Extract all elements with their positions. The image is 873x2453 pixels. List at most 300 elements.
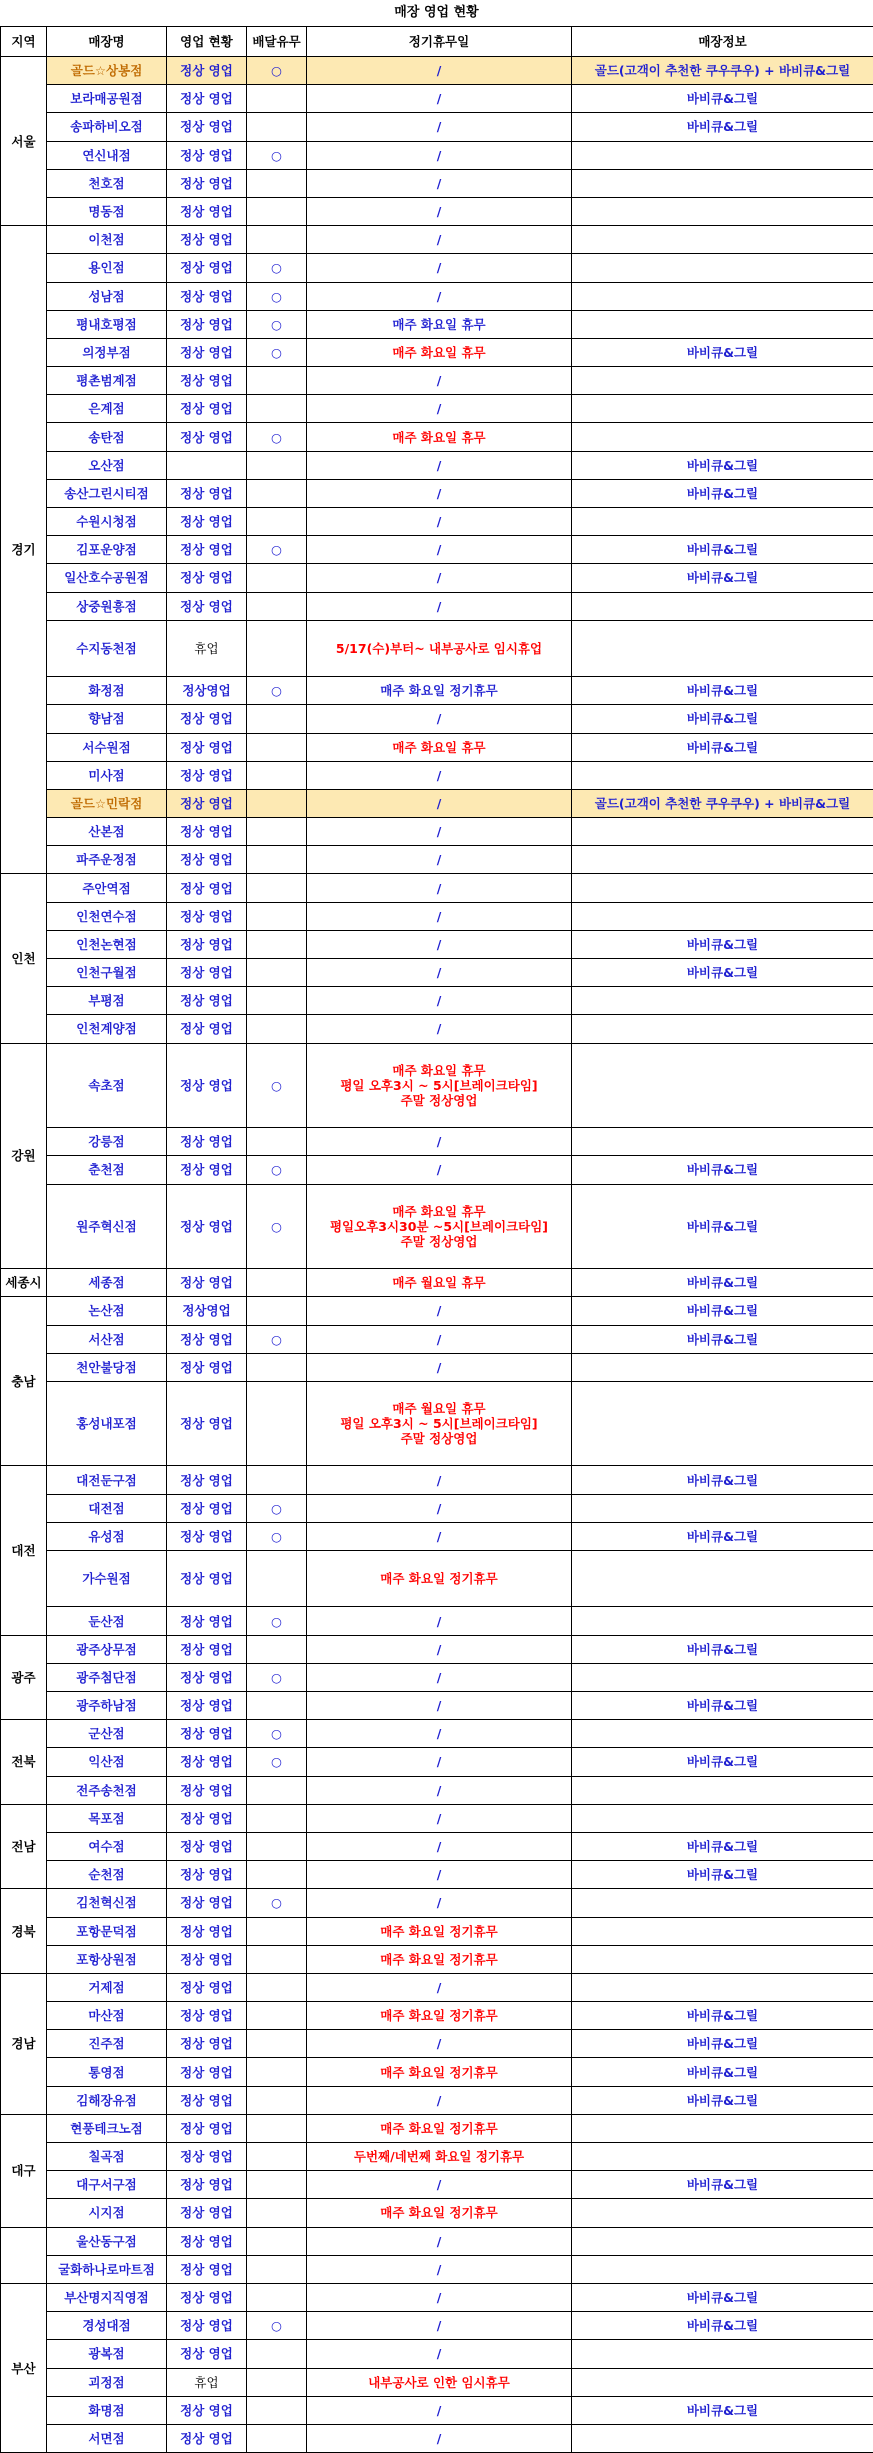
- store-name-cell: 인천계양점: [47, 1015, 167, 1043]
- table-row: [1, 113, 873, 141]
- store-name-cell: 파주운정점: [47, 846, 167, 874]
- holiday-cell: /: [307, 1804, 572, 1832]
- store-info-cell: [572, 197, 873, 225]
- holiday-cell: /: [307, 1861, 572, 1889]
- store-info-cell: 바비큐&그릴: [572, 113, 873, 141]
- store-name-cell: 익산점: [47, 1748, 167, 1776]
- table-row: [1, 1466, 873, 1494]
- delivery-cell: [247, 1973, 307, 2001]
- table-row: [1, 1269, 873, 1297]
- holiday-cell: /: [307, 395, 572, 423]
- store-info-cell: [572, 367, 873, 395]
- store-info-cell: 바비큐&그릴: [572, 85, 873, 113]
- table-row: [1, 2424, 873, 2452]
- store-name-cell: 천안불당점: [47, 1353, 167, 1381]
- holiday-cell: /: [307, 367, 572, 395]
- store-info-cell: [572, 1043, 873, 1128]
- table-row: [1, 1945, 873, 1973]
- store-name-cell: 마산점: [47, 2002, 167, 2030]
- store-info-cell: [572, 2255, 873, 2283]
- holiday-cell: 5/17(수)부터~ 내부공사로 임시휴업: [307, 620, 572, 676]
- region-cell: 전북: [1, 1720, 47, 1805]
- delivery-cell: [247, 846, 307, 874]
- status-cell: 정상 영업: [167, 959, 247, 987]
- delivery-cell: [247, 761, 307, 789]
- store-name-cell: 김해장유점: [47, 2086, 167, 2114]
- store-name-cell: 광주하남점: [47, 1692, 167, 1720]
- store-info-cell: 바비큐&그릴: [572, 2171, 873, 2199]
- store-info-cell: 바비큐&그릴: [572, 1466, 873, 1494]
- status-cell: 정상 영업: [167, 1325, 247, 1353]
- store-name-cell: 대전둔구점: [47, 1466, 167, 1494]
- store-name-cell: 강릉점: [47, 1128, 167, 1156]
- delivery-cell: [247, 987, 307, 1015]
- table-row: [1, 733, 873, 761]
- delivery-cell: [247, 226, 307, 254]
- status-cell: 정상 영업: [167, 423, 247, 451]
- store-info-cell: 바비큐&그릴: [572, 2030, 873, 2058]
- store-name-cell: 인천연수점: [47, 902, 167, 930]
- holiday-cell: /: [307, 564, 572, 592]
- store-name-cell: 부평점: [47, 987, 167, 1015]
- store-info-cell: 바비큐&그릴: [572, 1325, 873, 1353]
- store-name-cell: 현풍테크노점: [47, 2114, 167, 2142]
- delivery-cell: ○: [247, 1156, 307, 1184]
- table-row: [1, 930, 873, 958]
- holiday-cell: /: [307, 1156, 572, 1184]
- status-cell: 정상 영업: [167, 1607, 247, 1635]
- delivery-cell: [247, 395, 307, 423]
- holiday-line: 평일오후3시30분 ~5시[브레이크타임]: [309, 1219, 569, 1234]
- holiday-cell: /: [307, 959, 572, 987]
- status-cell: 정상 영업: [167, 536, 247, 564]
- store-info-cell: 바비큐&그릴: [572, 733, 873, 761]
- status-cell: 정상 영업: [167, 141, 247, 169]
- status-cell: 휴업: [167, 620, 247, 676]
- store-name-cell: 평내호평점: [47, 310, 167, 338]
- holiday-cell: /: [307, 85, 572, 113]
- store-name-cell: 의정부점: [47, 338, 167, 366]
- store-name-cell: 경성대점: [47, 2312, 167, 2340]
- store-info-cell: 바비큐&그릴: [572, 536, 873, 564]
- holiday-cell: /: [307, 169, 572, 197]
- holiday-cell: /: [307, 1720, 572, 1748]
- status-cell: 정상 영업: [167, 592, 247, 620]
- delivery-cell: [247, 1551, 307, 1607]
- store-info-cell: [572, 1973, 873, 2001]
- status-cell: 정상 영업: [167, 1522, 247, 1550]
- store-info-cell: 바비큐&그릴: [572, 2058, 873, 2086]
- status-cell: 정상 영업: [167, 2227, 247, 2255]
- holiday-cell: /: [307, 282, 572, 310]
- delivery-cell: ○: [247, 1325, 307, 1353]
- store-name-cell: 서산점: [47, 1325, 167, 1353]
- store-status-table: [0, 26, 873, 2453]
- store-info-cell: 바비큐&그릴: [572, 959, 873, 987]
- delivery-cell: [247, 1381, 307, 1466]
- delivery-cell: [247, 1269, 307, 1297]
- holiday-cell: /: [307, 451, 572, 479]
- table-row: [1, 2171, 873, 2199]
- store-info-cell: 골드(고객이 추천한 쿠우쿠우) + 바비큐&그릴: [572, 57, 873, 85]
- header-status: 영업 현황: [167, 27, 247, 57]
- holiday-cell: /: [307, 1353, 572, 1381]
- region-cell: 부산: [1, 2283, 47, 2452]
- table-row: [1, 254, 873, 282]
- store-info-cell: [572, 2340, 873, 2368]
- delivery-cell: ○: [247, 2312, 307, 2340]
- delivery-cell: ○: [247, 423, 307, 451]
- table-row: [1, 1353, 873, 1381]
- store-name-cell: 굴화하나로마트점: [47, 2255, 167, 2283]
- table-row: [1, 1015, 873, 1043]
- status-cell: 정상 영업: [167, 1804, 247, 1832]
- table-row: [1, 508, 873, 536]
- status-cell: [167, 451, 247, 479]
- holiday-line: 주말 정상영업: [309, 1431, 569, 1446]
- delivery-cell: [247, 1832, 307, 1860]
- delivery-cell: [247, 2424, 307, 2452]
- delivery-cell: [247, 2171, 307, 2199]
- delivery-cell: [247, 959, 307, 987]
- store-name-cell: 포항상원점: [47, 1945, 167, 1973]
- holiday-cell: 매주 화요일 휴무: [307, 423, 572, 451]
- holiday-line: 주말 정상영업: [309, 1234, 569, 1249]
- holiday-cell: /: [307, 508, 572, 536]
- table-row: [1, 1128, 873, 1156]
- holiday-cell: /: [307, 1522, 572, 1550]
- table-row: [1, 85, 873, 113]
- store-name-cell: 춘천점: [47, 1156, 167, 1184]
- store-info-cell: [572, 1381, 873, 1466]
- store-info-cell: [572, 423, 873, 451]
- store-info-cell: [572, 1128, 873, 1156]
- store-name-cell: 광주상무점: [47, 1635, 167, 1663]
- store-name-cell: 일산호수공원점: [47, 564, 167, 592]
- store-name-cell: 목포점: [47, 1804, 167, 1832]
- status-cell: 정상영업: [167, 677, 247, 705]
- region-cell: 서울: [1, 57, 47, 226]
- delivery-cell: ○: [247, 1184, 307, 1269]
- store-info-cell: [572, 1353, 873, 1381]
- region-cell: 대전: [1, 1466, 47, 1635]
- delivery-cell: [247, 1692, 307, 1720]
- holiday-cell: 두번째/네번째 화요일 정기휴무: [307, 2143, 572, 2171]
- store-name-cell: 수원시청점: [47, 508, 167, 536]
- table-row: [1, 1607, 873, 1635]
- region-cell: 경북: [1, 1889, 47, 1974]
- store-name-cell: 성남점: [47, 282, 167, 310]
- store-name-cell: 울산동구점: [47, 2227, 167, 2255]
- store-name-cell: 속초점: [47, 1043, 167, 1128]
- table-row: [1, 705, 873, 733]
- holiday-cell: /: [307, 113, 572, 141]
- store-name-cell: 천호점: [47, 169, 167, 197]
- holiday-cell: /: [307, 2424, 572, 2452]
- table-row: [1, 818, 873, 846]
- table-row: [1, 2143, 873, 2171]
- status-cell: 정상 영업: [167, 1184, 247, 1269]
- store-name-cell: 대구서구점: [47, 2171, 167, 2199]
- store-name-cell: 세종점: [47, 1269, 167, 1297]
- header-store: 매장명: [47, 27, 167, 57]
- table-row: [1, 2283, 873, 2311]
- status-cell: 정상 영업: [167, 2030, 247, 2058]
- store-name-cell: 칠곡점: [47, 2143, 167, 2171]
- delivery-cell: [247, 367, 307, 395]
- table-row: [1, 395, 873, 423]
- delivery-cell: ○: [247, 57, 307, 85]
- holiday-cell: /: [307, 1635, 572, 1663]
- table-row: [1, 479, 873, 507]
- store-info-cell: [572, 395, 873, 423]
- store-info-cell: [572, 1889, 873, 1917]
- store-info-cell: 바비큐&그릴: [572, 1297, 873, 1325]
- table-row: [1, 2199, 873, 2227]
- delivery-cell: [247, 1776, 307, 1804]
- table-row: [1, 2030, 873, 2058]
- status-cell: 정상 영업: [167, 1748, 247, 1776]
- delivery-cell: [247, 930, 307, 958]
- delivery-cell: ○: [247, 310, 307, 338]
- store-info-cell: [572, 2143, 873, 2171]
- store-info-cell: [572, 620, 873, 676]
- store-name-cell: 통영점: [47, 2058, 167, 2086]
- holiday-line: 매주 월요일 휴무: [309, 1401, 569, 1416]
- table-row: [1, 1297, 873, 1325]
- delivery-cell: [247, 1804, 307, 1832]
- delivery-cell: [247, 2030, 307, 2058]
- holiday-cell: /: [307, 818, 572, 846]
- store-name-cell: 광복점: [47, 2340, 167, 2368]
- delivery-cell: [247, 1353, 307, 1381]
- table-row: [1, 226, 873, 254]
- holiday-cell: 매주 화요일 정기휴무: [307, 677, 572, 705]
- store-name-cell: 홍성내포점: [47, 1381, 167, 1466]
- store-info-cell: 바비큐&그릴: [572, 705, 873, 733]
- holiday-cell: /: [307, 987, 572, 1015]
- table-row: [1, 1889, 873, 1917]
- table-row: [1, 1804, 873, 1832]
- table-row: [1, 2114, 873, 2142]
- holiday-cell: /: [307, 1776, 572, 1804]
- status-cell: 정상 영업: [167, 479, 247, 507]
- holiday-cell: /: [307, 1663, 572, 1691]
- holiday-cell: /: [307, 1297, 572, 1325]
- holiday-cell: /: [307, 930, 572, 958]
- page-title: 매장 영업 현황: [0, 0, 873, 26]
- delivery-cell: [247, 564, 307, 592]
- holiday-cell: /: [307, 226, 572, 254]
- delivery-cell: [247, 2058, 307, 2086]
- store-info-cell: 바비큐&그릴: [572, 930, 873, 958]
- holiday-cell: /: [307, 1325, 572, 1353]
- delivery-cell: [247, 2255, 307, 2283]
- store-info-cell: [572, 508, 873, 536]
- delivery-cell: [247, 85, 307, 113]
- store-name-cell: 둔산점: [47, 1607, 167, 1635]
- delivery-cell: ○: [247, 1043, 307, 1128]
- table-row: [1, 2227, 873, 2255]
- holiday-cell: /: [307, 141, 572, 169]
- table-row: [1, 57, 873, 85]
- status-cell: 정상 영업: [167, 1635, 247, 1663]
- holiday-cell: /: [307, 2030, 572, 2058]
- status-cell: 정상 영업: [167, 874, 247, 902]
- store-info-cell: [572, 2114, 873, 2142]
- table-row: [1, 677, 873, 705]
- holiday-cell: /: [307, 1494, 572, 1522]
- status-cell: 정상 영업: [167, 2086, 247, 2114]
- store-name-cell: 군산점: [47, 1720, 167, 1748]
- holiday-cell: /: [307, 1889, 572, 1917]
- store-name-cell: 괴정점: [47, 2368, 167, 2396]
- status-cell: 정상 영업: [167, 2283, 247, 2311]
- store-info-cell: [572, 141, 873, 169]
- store-info-cell: [572, 1494, 873, 1522]
- status-cell: 정상 영업: [167, 197, 247, 225]
- delivery-cell: ○: [247, 1720, 307, 1748]
- status-cell: 정상 영업: [167, 705, 247, 733]
- holiday-cell: /: [307, 197, 572, 225]
- store-info-cell: [572, 2199, 873, 2227]
- store-info-cell: [572, 1917, 873, 1945]
- table-row: [1, 1720, 873, 1748]
- region-cell: 인천: [1, 874, 47, 1043]
- holiday-cell: /: [307, 1607, 572, 1635]
- holiday-cell: /: [307, 789, 572, 817]
- delivery-cell: ○: [247, 1748, 307, 1776]
- holiday-cell: [307, 1184, 572, 1269]
- status-cell: 정상 영업: [167, 1832, 247, 1860]
- delivery-cell: ○: [247, 677, 307, 705]
- status-cell: 정상 영업: [167, 1269, 247, 1297]
- delivery-cell: [247, 705, 307, 733]
- status-cell: 정상 영업: [167, 1043, 247, 1128]
- status-cell: 정상 영업: [167, 2171, 247, 2199]
- status-cell: 정상 영업: [167, 2312, 247, 2340]
- table-row: [1, 2058, 873, 2086]
- holiday-cell: [307, 1381, 572, 1466]
- holiday-cell: 매주 화요일 정기휴무: [307, 1551, 572, 1607]
- status-cell: 정상 영업: [167, 310, 247, 338]
- store-info-cell: 바비큐&그릴: [572, 338, 873, 366]
- store-name-cell: 은계점: [47, 395, 167, 423]
- holiday-cell: /: [307, 2340, 572, 2368]
- store-info-cell: 바비큐&그릴: [572, 2002, 873, 2030]
- delivery-cell: [247, 1015, 307, 1043]
- delivery-cell: [247, 113, 307, 141]
- store-name-cell: 원주혁신점: [47, 1184, 167, 1269]
- store-info-cell: 바비큐&그릴: [572, 1832, 873, 1860]
- status-cell: 정상 영업: [167, 1917, 247, 1945]
- table-row: [1, 2396, 873, 2424]
- table-row: [1, 2086, 873, 2114]
- holiday-cell: /: [307, 846, 572, 874]
- table-row: [1, 1522, 873, 1550]
- status-cell: 정상 영업: [167, 1128, 247, 1156]
- status-cell: 정상 영업: [167, 2255, 247, 2283]
- store-info-cell: [572, 818, 873, 846]
- store-name-cell: 여수점: [47, 1832, 167, 1860]
- table-row: [1, 2255, 873, 2283]
- delivery-cell: [247, 733, 307, 761]
- status-cell: 휴업: [167, 2368, 247, 2396]
- holiday-cell: /: [307, 874, 572, 902]
- store-name-cell: 향남점: [47, 705, 167, 733]
- region-cell: 대구: [1, 2114, 47, 2227]
- status-cell: 정상 영업: [167, 2340, 247, 2368]
- store-info-cell: 바비큐&그릴: [572, 1269, 873, 1297]
- table-row: [1, 620, 873, 676]
- region-cell: [1, 2227, 47, 2283]
- holiday-cell: 매주 화요일 정기휴무: [307, 2058, 572, 2086]
- store-info-cell: 바비큐&그릴: [572, 479, 873, 507]
- store-name-cell: 김천혁신점: [47, 1889, 167, 1917]
- holiday-cell: 매주 화요일 휴무: [307, 338, 572, 366]
- store-info-cell: [572, 1720, 873, 1748]
- status-cell: 정상 영업: [167, 2002, 247, 2030]
- store-info-cell: 바비큐&그릴: [572, 677, 873, 705]
- store-name-cell: 포항문덕점: [47, 1917, 167, 1945]
- table-row: [1, 987, 873, 1015]
- delivery-cell: [247, 2368, 307, 2396]
- delivery-cell: ○: [247, 1522, 307, 1550]
- holiday-cell: /: [307, 2171, 572, 2199]
- delivery-cell: [247, 2114, 307, 2142]
- holiday-cell: 매주 화요일 휴무: [307, 733, 572, 761]
- store-info-cell: 바비큐&그릴: [572, 1635, 873, 1663]
- store-name-cell: 화명점: [47, 2396, 167, 2424]
- store-name-cell: 골드☆민락점: [47, 789, 167, 817]
- status-cell: 정상 영업: [167, 508, 247, 536]
- store-name-cell: 서면점: [47, 2424, 167, 2452]
- delivery-cell: ○: [247, 1889, 307, 1917]
- table-row: [1, 1832, 873, 1860]
- holiday-cell: /: [307, 2283, 572, 2311]
- status-cell: 정상 영업: [167, 367, 247, 395]
- delivery-cell: [247, 1917, 307, 1945]
- holiday-cell: /: [307, 2396, 572, 2424]
- table-row: [1, 1748, 873, 1776]
- holiday-cell: /: [307, 536, 572, 564]
- delivery-cell: [247, 818, 307, 846]
- table-row: [1, 1551, 873, 1607]
- table-row: [1, 2002, 873, 2030]
- table-row: [1, 2312, 873, 2340]
- store-name-cell: 김포운양점: [47, 536, 167, 564]
- table-row: [1, 141, 873, 169]
- status-cell: 정상 영업: [167, 1692, 247, 1720]
- status-cell: 정상 영업: [167, 733, 247, 761]
- holiday-cell: /: [307, 2312, 572, 2340]
- table-row: [1, 1776, 873, 1804]
- store-name-cell: 논산점: [47, 1297, 167, 1325]
- holiday-cell: /: [307, 1832, 572, 1860]
- store-name-cell: 주안역점: [47, 874, 167, 902]
- table-body: [1, 57, 873, 2453]
- store-name-cell: 미사점: [47, 761, 167, 789]
- store-info-cell: 바비큐&그릴: [572, 564, 873, 592]
- delivery-cell: ○: [247, 254, 307, 282]
- table-row: [1, 1381, 873, 1466]
- store-name-cell: 화정점: [47, 677, 167, 705]
- table-row: [1, 197, 873, 225]
- store-info-cell: [572, 987, 873, 1015]
- store-name-cell: 용인점: [47, 254, 167, 282]
- store-name-cell: 서수원점: [47, 733, 167, 761]
- delivery-cell: [247, 2283, 307, 2311]
